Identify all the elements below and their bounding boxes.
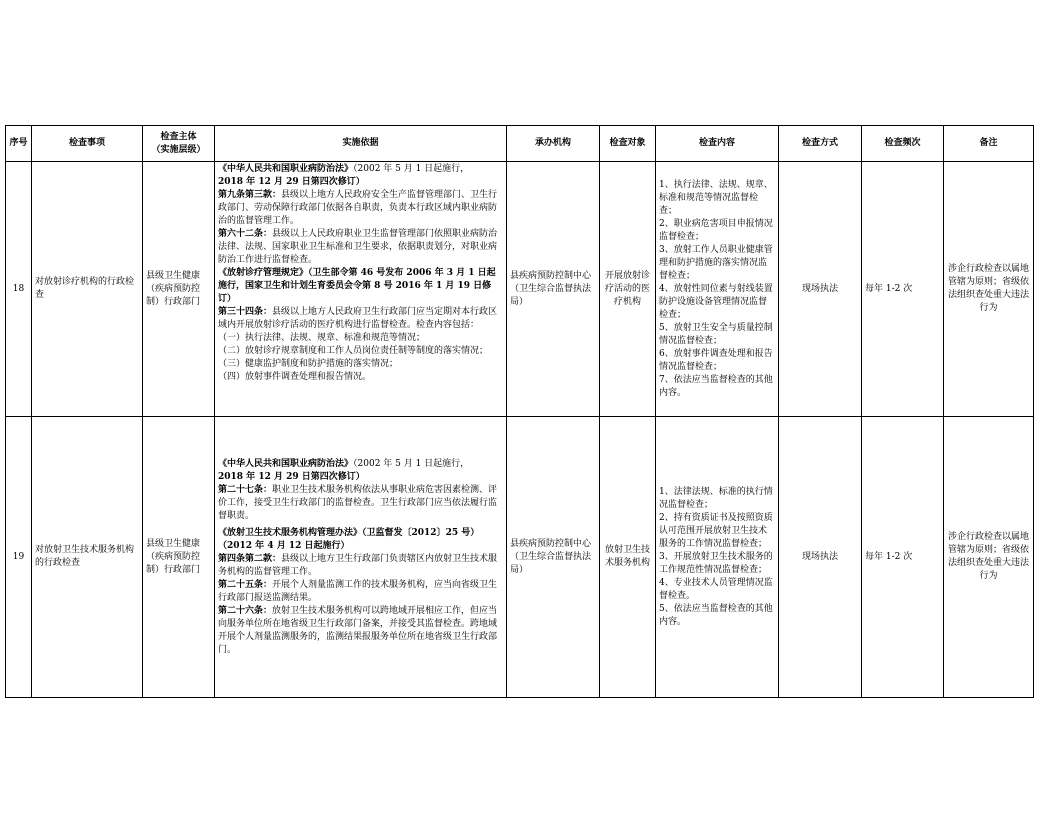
basis-bold: 第四条第二款： [218, 554, 282, 564]
row-target: 开展放射诊疗活动的医疗机构 [600, 162, 656, 417]
col-header-note: 备注 [944, 126, 1034, 162]
content-line: 5、依法应当监督检查的其他内容。 [659, 603, 773, 627]
basis-text: 县级以上地方人民政府安全生产监督管理部门、卫生行政部门、劳动保障行政部门依据各自职责，负责本行政区域内职业病防治的监督管理工作。 [218, 190, 498, 226]
basis-line [218, 553, 504, 579]
content-line: 4、专业技术人员管理情况监督检查。 [659, 577, 773, 601]
row-content [656, 162, 779, 417]
content-line: 6、放射事件调查处理和报告情况监督检查； [659, 348, 773, 372]
basis-line [218, 484, 504, 523]
col-header-subject: 检查主体 （实施层级） [143, 126, 215, 162]
row-note: 涉企行政检查以属地管辖为原则；省级依法组织查处重大违法行为 [944, 162, 1034, 417]
content-line: 3、放射工作人员职业健康管理和防护措施的落实情况监督检查； [659, 244, 773, 281]
row-content [656, 417, 779, 698]
basis-text: （2002 年 5 月 1 日起施行， [353, 459, 470, 469]
basis-bold: 《中华人民共和国职业病防治法》 [218, 459, 354, 469]
basis-text: 县级以上地方人民政府卫生行政部门应当定期对本行政区域内开展放射诊疗活动的医疗机构进行监督检查。检查内容包括： [218, 307, 498, 330]
row-note: 涉企行政检查以属地管辖为原则；省级依法组织查处重大违法行为 [944, 417, 1034, 698]
col-header-content: 检查内容 [656, 126, 779, 162]
row-method: 现场执法 [779, 417, 862, 698]
col-header-method: 检查方式 [779, 126, 862, 162]
col-header-target: 检查对象 [600, 126, 656, 162]
basis-bold: 《放射诊疗管理规定》（卫生部令第 46 号发布 2006 年 3 月 1 日起施行，国家卫生和计划生育委员会令第 8 号 2016 年 1 月 19 日修订） [218, 268, 496, 304]
basis-bold: 《放射卫生技术服务机构管理办法》 [218, 528, 363, 538]
content-line: 2、持有资质证书及按照资质认可范围开展放射卫生技术服务的工作情况监督检查； [659, 512, 773, 549]
basis-bold: 第九条第三款： [218, 190, 282, 200]
basis-line [218, 176, 504, 189]
basis-text: 县级以上地方卫生行政部门负责辖区内放射卫生技术服务机构的监督管理工作。 [218, 554, 498, 577]
basis-text: （二）放射诊疗规章制度和工作人员岗位责任制等制度的落实情况； [218, 346, 489, 356]
basis-text: （一）执行法律、法规、规章、标准和规范等情况； [218, 333, 426, 343]
basis-line [218, 163, 504, 176]
basis-line [218, 371, 504, 384]
row-basis [215, 162, 507, 417]
row-agency: 县疾病预防控制中心（卫生综合监督执法局） [507, 417, 600, 698]
basis-line [218, 189, 504, 228]
col-header-item: 检查事项 [32, 126, 143, 162]
basis-line [218, 267, 504, 306]
basis-bold: 第六十二条： [218, 229, 273, 239]
row-subject: 县级卫生健康（疾病预防控制）行政部门 [143, 162, 215, 417]
row-no: 18 [6, 162, 32, 417]
basis-bold: 2018 年 12 月 29 日第四次修订） [218, 472, 365, 482]
basis-text: （四）放射事件调查处理和报告情况。 [218, 372, 372, 382]
inspection-table [5, 125, 1034, 698]
basis-text: （2002 年 5 月 1 日起施行， [353, 164, 470, 174]
basis-bold: 第二十六条： [218, 606, 273, 616]
content-line: 3、开展放射卫生技术服务的工作规范性情况监督检查； [659, 551, 773, 575]
content-line: 7、依法应当监督检查的其他内容。 [659, 374, 773, 398]
basis-line [218, 605, 504, 657]
basis-bold: 2018 年 12 月 29 日第四次修订） [218, 177, 365, 187]
col-header-basis: 实施依据 [215, 126, 507, 162]
row-frequency: 每年 1-2 次 [862, 417, 944, 698]
content-line: 2、职业病危害项目申报情况监督检查； [659, 218, 773, 242]
basis-line [218, 306, 504, 332]
basis-bold: 第三十四条： [218, 307, 273, 317]
row-basis [215, 417, 507, 698]
basis-line [218, 345, 504, 358]
basis-text: （卫监督发〔2012〕25 号）（2012 年 4 月 12 日起施行） [218, 528, 480, 551]
row-target: 放射卫生技术服务机构 [600, 417, 656, 698]
table-row [6, 162, 1034, 417]
row-frequency: 每年 1-2 次 [862, 162, 944, 417]
col-header-agency: 承办机构 [507, 126, 600, 162]
row-subject: 县级卫生健康（疾病预防控制）行政部门 [143, 417, 215, 698]
row-method: 现场执法 [779, 162, 862, 417]
basis-line [218, 471, 504, 484]
header-row [6, 126, 1034, 162]
basis-line [218, 579, 504, 605]
basis-line [218, 527, 504, 553]
basis-bold: 《中华人民共和国职业病防治法》 [218, 164, 354, 174]
basis-text: 放射卫生技术服务机构可以跨地域开展相应工作，但应当向服务单位所在地省级卫生行政部门备案，并接受其监督检查。跨地域开展个人剂量监测服务的，监测结果报服务单位所在地省级卫生行政部门。 [218, 606, 498, 655]
basis-line [218, 228, 504, 267]
basis-line [218, 458, 504, 471]
basis-text: 开展个人剂量监测工作的技术服务机构，应当向省级卫生行政部门报送监测结果。 [218, 580, 498, 603]
row-agency: 县疾病预防控制中心（卫生综合监督执法局） [507, 162, 600, 417]
content-line: 1、执行法律、法规、规章、标准和规范等情况监督检查； [659, 179, 773, 216]
row-item: 对放射卫生技术服务机构的行政检查 [32, 417, 143, 698]
content-line: 4、放射性同位素与射线装置防护设施设备管理情况监督检查； [659, 283, 773, 320]
content-line: 1、法律法规、标准的执行情况监督检查； [659, 486, 773, 510]
col-header-no: 序号 [6, 126, 32, 162]
content-line: 5、放射卫生安全与质量控制情况监督检查； [659, 322, 773, 346]
basis-line [218, 358, 504, 371]
col-header-frequency: 检查频次 [862, 126, 944, 162]
basis-text: 职业卫生技术服务机构依法从事职业病危害因素检测、评价工作，接受卫生行政部门的监督检查。卫生行政部门应当依法履行监督职责。 [218, 485, 498, 521]
table-row [6, 417, 1034, 698]
basis-bold: 第二十五条： [218, 580, 273, 590]
basis-line [218, 332, 504, 345]
basis-text: （三）健康监护制度和防护措施的落实情况； [218, 359, 399, 369]
basis-bold: 第二十七条： [218, 485, 273, 495]
basis-text: 县级以上人民政府职业卫生监督管理部门依照职业病防治法律、法规、国家职业卫生标准和卫生要求，依据职责划分，对职业病防治工作进行监督检查。 [218, 229, 498, 265]
row-item: 对放射诊疗机构的行政检查 [32, 162, 143, 417]
row-no: 19 [6, 417, 32, 698]
